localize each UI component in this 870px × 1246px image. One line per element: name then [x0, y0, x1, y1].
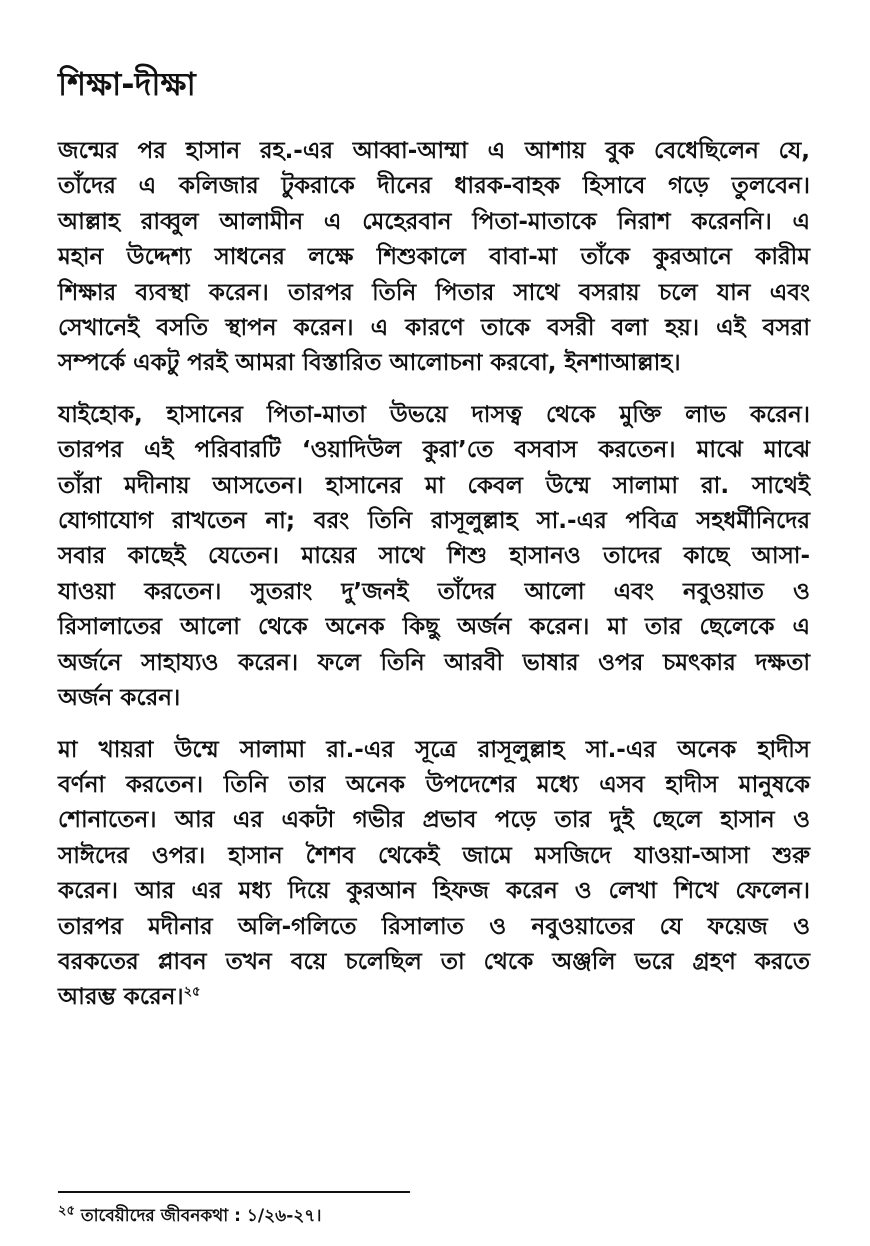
paragraph-line-final — [58, 980, 810, 1015]
paragraph-line: যোগাযোগ রাখতেন না; বরং তিনি রাসূলুল্লাহ সা.-এর পবিত্র সহধর্মীনিদের — [58, 508, 810, 535]
paragraph-line: সাঈদের ওপর। হাসান শৈশব থেকেই জামে মসজিদে যাওয়া-আসা শুরু — [58, 842, 810, 869]
paragraph-2 — [58, 398, 810, 717]
paragraph-line: বরকতের প্লাবন তখন বয়ে চলেছিল তা থেকে অঞ্জলি ভরে গ্রহণ করতে — [58, 948, 810, 975]
paragraph-line: যাইহোক, হাসানের পিতা-মাতা উভয়ে দাসত্ব থেকে মুক্তি লাভ করেন। — [58, 401, 810, 428]
paragraph-line: রিসালাতের আলো থেকে অনেক কিছু অর্জন করেন। মা তার ছেলেকে এ — [58, 614, 810, 641]
footnote-marker: ২৫ — [58, 1203, 75, 1219]
paragraph-line: সবার কাছেই যেতেন। মায়ের সাথে শিশু হাসানও তাদের কাছে আসা- — [58, 543, 810, 570]
paragraph-line: অর্জন করেন। — [58, 685, 181, 712]
section-heading: শিক্ষা-দীক্ষা — [58, 65, 196, 103]
paragraph-line: আল্লাহ রাব্বুল আলামীন এ মেহেরবান পিতা-মাতাকে নিরাশ করেননি। এ — [58, 208, 810, 235]
footnote-text: তাবেয়ীদের জীবনকথা : ১/২৬-২৭। — [80, 1206, 322, 1226]
paragraph-line-text: আরম্ভ করেন। — [58, 984, 184, 1011]
footnote-reference: ২৫ — [183, 984, 201, 1000]
paragraph-1 — [58, 134, 810, 382]
paragraph-line: যাওয়া করতেন। সুতরাং দু’জনই তাঁদের আলো এবং নবুওয়াত ও — [58, 578, 810, 605]
paragraph-line: সম্পর্কে একটু পরই আমরা বিস্তারিত আলোচনা করবো, ইনশাআল্লাহ। — [58, 350, 681, 377]
paragraph-line: তাঁরা মদীনায় আসতেন। হাসানের মা কেবল উম্মে সালামা রা. সাথেই — [58, 472, 810, 499]
footnote-divider — [58, 1191, 410, 1193]
paragraph-line: শিক্ষার ব্যবস্থা করেন। তারপর তিনি পিতার সাথে বসরায় চলে যান এবং — [58, 279, 810, 306]
paragraph-line: বর্ণনা করতেন। তিনি তার অনেক উপদেশের মধ্যে এসব হাদীস মানুষকে — [58, 771, 810, 798]
paragraph-line: মা খায়রা উম্মে সালামা রা.-এর সূত্রে রাসূলুল্লাহ সা.-এর অনেক হাদীস — [58, 736, 810, 763]
paragraph-line: জন্মের পর হাসান রহ.-এর আব্বা-আম্মা এ আশায় বুক বেধেছিলেন যে, — [58, 138, 810, 164]
paragraph-line: অর্জনে সাহায্যও করেন। ফলে তিনি আরবী ভাষার ওপর চমৎকার দক্ষতা — [58, 649, 810, 676]
paragraph-line: শোনাতেন। আর এর একটা গভীর প্রভাব পড়ে তার দুই ছেলে হাসান ও — [58, 807, 810, 834]
paragraph-line: করেন। আর এর মধ্য দিয়ে কুরআন হিফজ করেন ও লেখা শিখে ফেলেন। — [58, 878, 810, 905]
paragraph-line: তাঁদের এ কলিজার টুকরাকে দীনের ধারক-বাহক হিসাবে গড়ে তুলবেন। — [58, 173, 810, 200]
paragraph-line: মহান উদ্দেশ্য সাধনের লক্ষে শিশুকালে বাবা-মা তাঁকে কুরআনে কারীম — [58, 244, 810, 271]
paragraph-line: তারপর এই পরিবারটি ‘ওয়াদিউল কুরা’তে বসবাস করতেন। মাঝে মাঝে — [58, 437, 810, 464]
paragraph-line: সেখানেই বসতি স্থাপন করেন। এ কারণে তাকে বসরী বলা হয়। এই বসরা — [58, 315, 810, 342]
footnote — [58, 1204, 321, 1228]
paragraph-3 — [58, 733, 810, 1016]
paragraph-line: তারপর মদীনার অলি-গলিতে রিসালাত ও নবুওয়াতের যে ফয়েজ ও — [58, 913, 810, 940]
document-page — [58, 52, 810, 1032]
